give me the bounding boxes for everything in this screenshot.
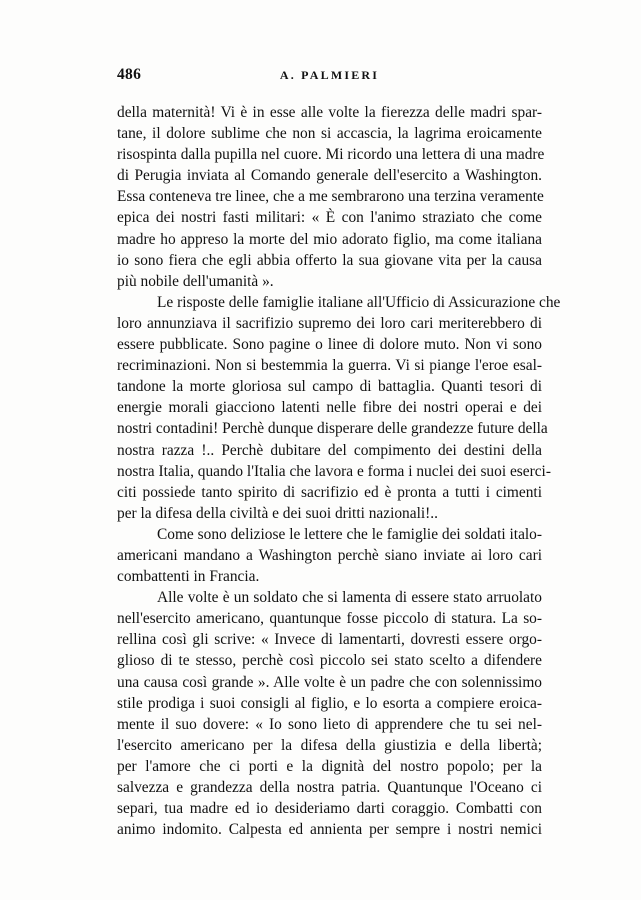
text-line: nostra razza !.. Perchè dubitare del compimento dei destini della	[117, 441, 542, 459]
text-line: recriminazioni. Non si bestemmia la guerra. Vi si piange l'eroe esal-	[117, 357, 542, 375]
text-line: della maternità! Vi è in esse alle volte la fierezza delle madri spar-	[117, 104, 542, 121]
paragraph	[117, 524, 542, 587]
running-head	[117, 66, 542, 86]
paragraph	[117, 292, 561, 524]
text-line: tandone la morte gloriosa sul campo di battaglia. Quanti tesori di	[117, 378, 542, 396]
text-line: nell'esercito americano, quantunque fosse piccolo di statura. La so-	[117, 610, 542, 628]
body-text	[117, 102, 561, 840]
text-line: Alle volte è un soldato che si lamenta di essere stato arruolato	[157, 589, 542, 607]
text-line: citi possiede tanto spirito di sacrifizio ed è pronta a tutti i cimenti	[117, 483, 542, 501]
paragraph	[117, 102, 545, 292]
text-line: di Perugia inviata al Comando generale dell'esercito a Washington.	[117, 167, 542, 185]
running-head-author: A. PALMIERI	[279, 68, 380, 82]
text-line: nostri contadini! Perchè dunque disperare delle grandezze future della	[117, 420, 548, 438]
text-line: madre ho appreso la morte del mio adorato figlio, ma come italiana	[117, 230, 542, 248]
text-line: nostra Italia, quando l'Italia che lavora e forma i nuclei dei suoi eserci-	[117, 462, 551, 480]
text-line: americani mandano a Washington perchè siano inviate ai loro cari	[117, 546, 542, 564]
text-line: tane, il dolore sublime che non si accascia, la lagrima eroicamente	[117, 125, 542, 143]
text-line: per l'amore che ci porti e la dignità del nostro popolo; per la	[117, 757, 542, 775]
text-line: salvezza e grandezza della nostra patria. Quantunque l'Oceano ci	[117, 779, 542, 796]
text-line: separi, tua madre ed io desideriamo darti coraggio. Combatti con	[117, 800, 542, 818]
text-line: Come sono deliziose le lettere che le famiglie dei soldati italo-	[157, 525, 542, 543]
text-line: energie morali giacciono latenti nelle fibre dei nostri operai e dei	[117, 399, 542, 417]
text-line: animo indomito. Calpesta ed annienta per sempre i nostri nemici	[117, 821, 542, 839]
text-line: risospinta dalla pupilla nel cuore. Mi ricordo una lettera di una madre	[117, 146, 545, 164]
text-line: per la difesa della civiltà e dei suoi dritti nazionali!..	[117, 504, 438, 522]
page-number: 486	[117, 66, 142, 83]
text-line: rellina così gli scrive: « Invece di lamentarti, dovresti essere orgo-	[117, 631, 542, 649]
text-line: stile prodiga i suoi consigli al figlio, e lo esorta a compiere eroica-	[117, 694, 542, 712]
text-line: più nobile dell'umanità ».	[117, 272, 274, 290]
text-line: una causa così grande ». Alle volte è un padre che con solennissimo	[117, 673, 542, 691]
text-line: mente il suo dovere: « Io sono lieto di apprendere che tu sei nel-	[117, 715, 542, 733]
text-line: io sono fiera che egli abbia offerto la sua giovane vita per la causa	[117, 251, 542, 269]
text-line: Essa conteneva tre linee, che a me sembrarono una terzina veramente	[117, 188, 544, 206]
text-line: glioso di te stesso, perchè così piccolo sei stato scelto a difendere	[117, 652, 542, 670]
text-line: Le risposte delle famiglie italiane all'Ufficio di Assicurazione che	[157, 293, 561, 311]
text-line: loro annunziava il sacrifizio supremo dei loro cari meriterebbero di	[117, 314, 542, 332]
text-line: l'esercito americano per la difesa della giustizia e della libertà;	[117, 736, 542, 754]
text-line: essere pubblicate. Sono pagine o linee di dolore muto. Non vi sono	[117, 336, 542, 354]
text-line: epica dei nostri fasti militari: « È con l'animo straziato che come	[117, 209, 542, 227]
paragraph	[117, 587, 542, 840]
text-line: combattenti in Francia.	[117, 568, 260, 586]
